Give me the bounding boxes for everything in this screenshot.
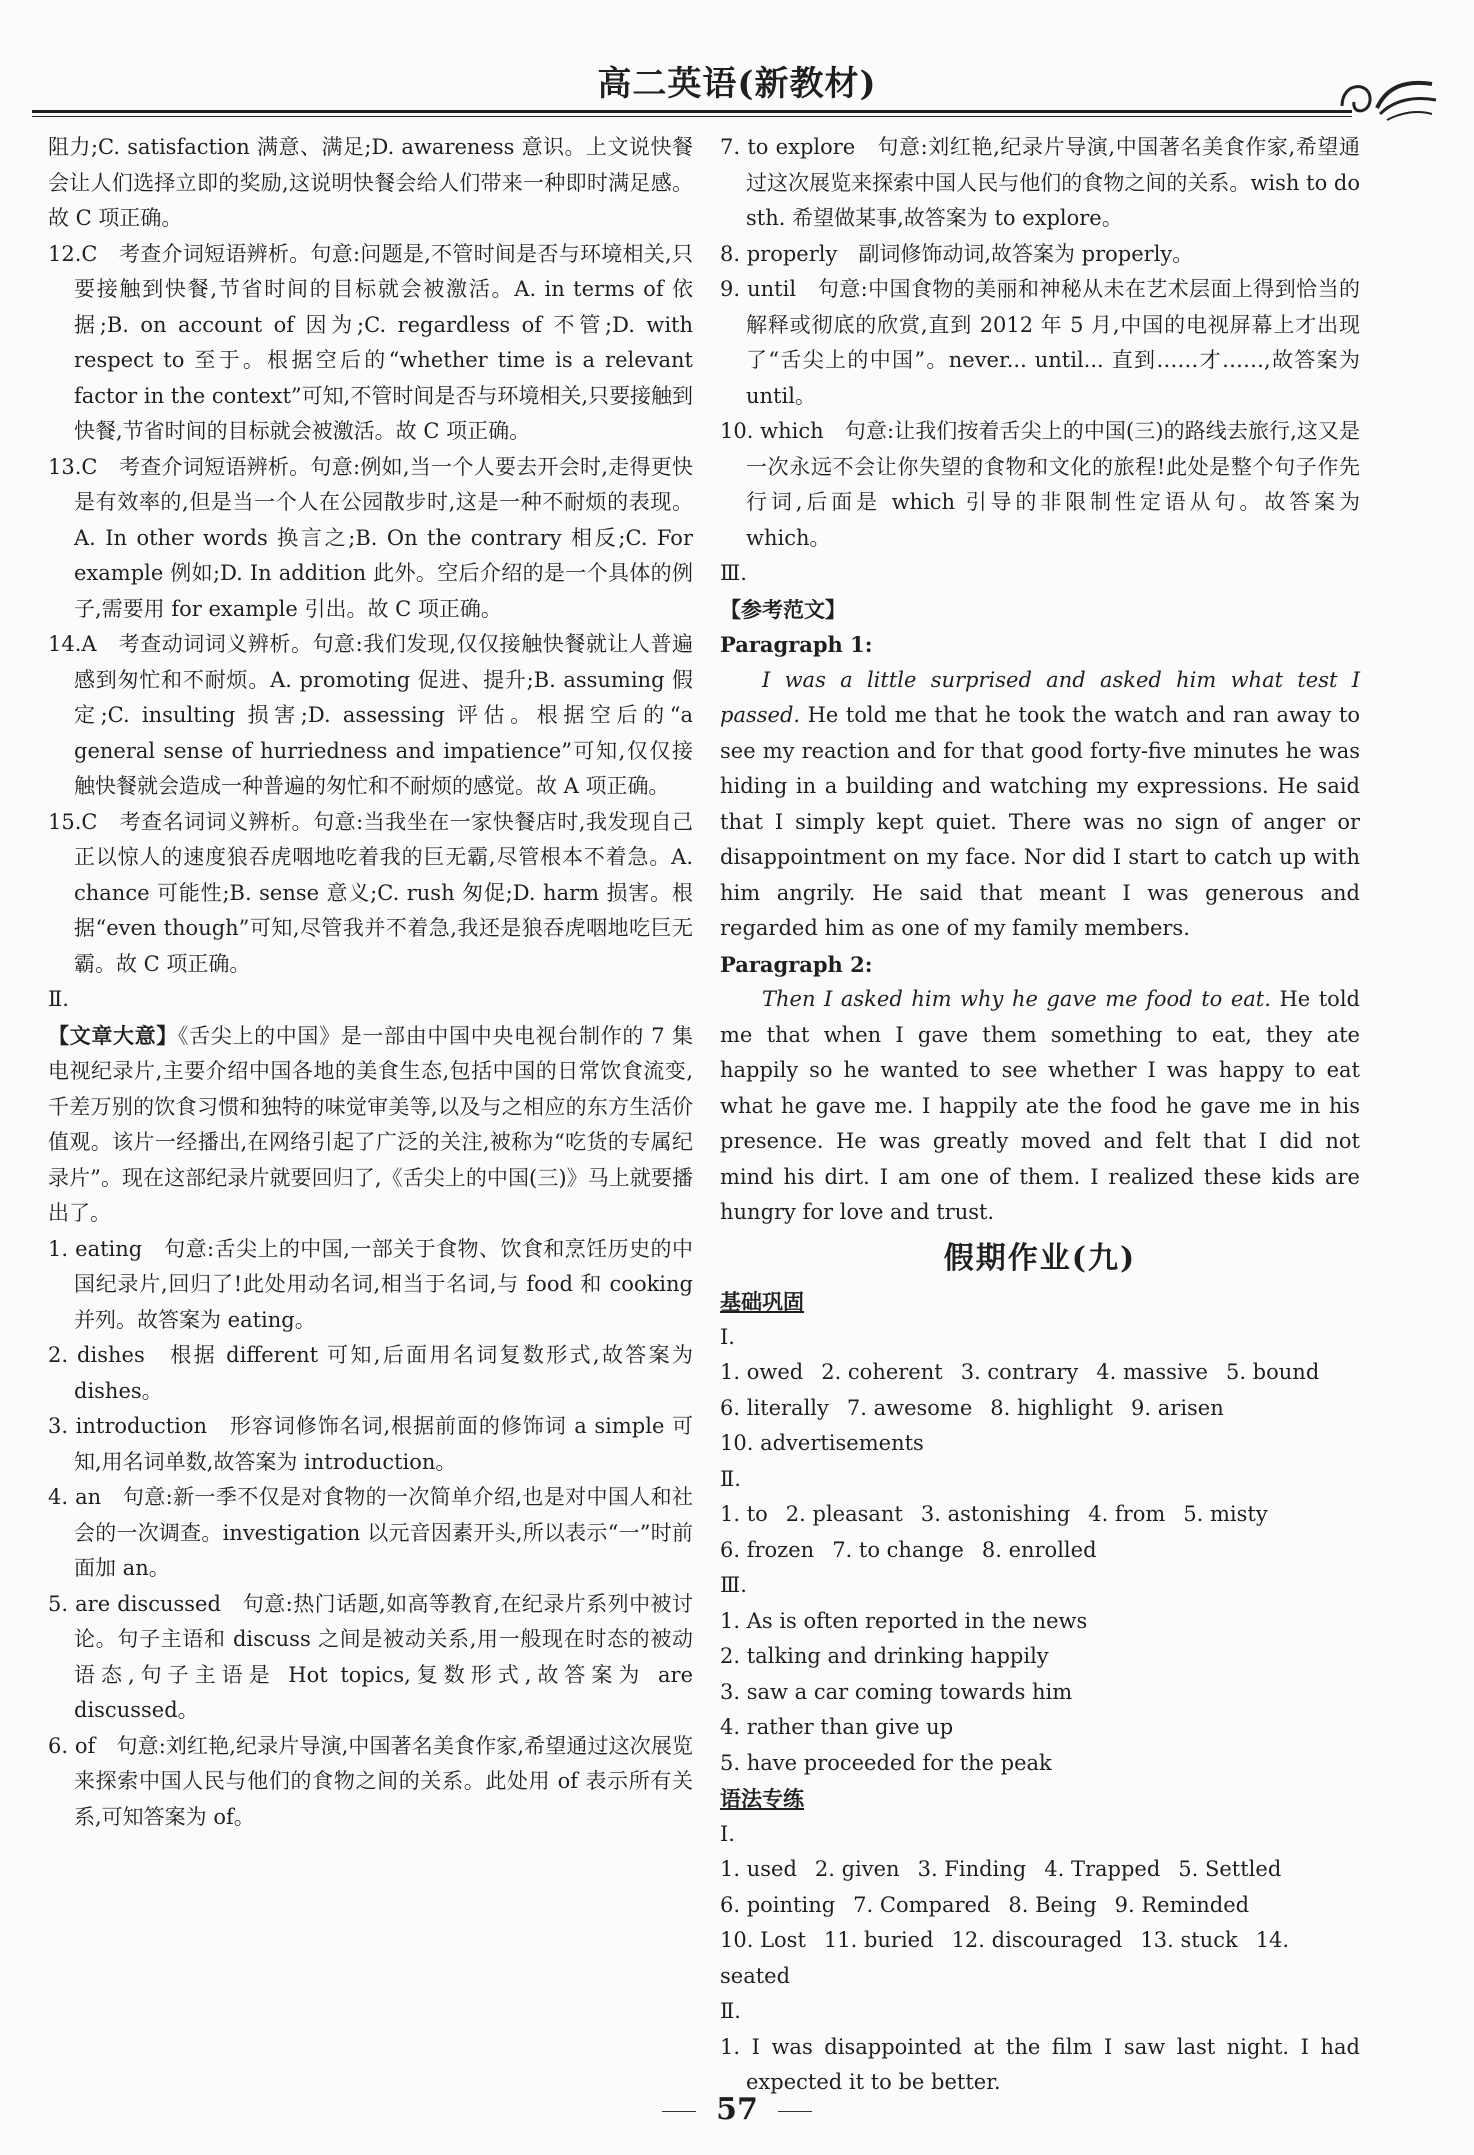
answer-13: 13.C 考查介词短语辨析。句意:例如,当一个人要去开会时,走得更快是有效率的,但是当一个人在公园散步时,这是一种不耐烦的表现。A. In other words 换言之;B. On the contrary 相反;C. For example 例如;D. In addition 此外。空后介绍的是一个具体的例子,需要用 for example 引出。故 C 项正确。 — [48, 454, 693, 621]
list-item: 5. have proceeded for the peak — [720, 1750, 1052, 1775]
list-item: 8. enrolled — [981, 1537, 1097, 1562]
list-item: 2. talking and drinking happily — [720, 1644, 1049, 1668]
blank-answer-5: 5. are discussed 句意:热门话题,如高等教育,在纪录片系列中被讨论。句子主语和 discuss 之间是被动关系,用一般现在时态的被动语态,句子主语是 Hot topics,复数形式,故答案为 are discussed。 — [48, 1591, 693, 1722]
blank-answer-9: 9. until 句意:中国食物的美丽和神秘从未在艺术层面上得到恰当的解释或彻底的欣赏,直到 2012 年 5 月,中国的电视屏幕上才出现了“舌尖上的中国”。never... until... 直到……才……,故答案为 until。 — [720, 277, 1360, 408]
answer-15: 15.C 考查名词词义辨析。句意:当我坐在一家快餐店时,我发现自己正以惊人的速度狼吞虎咽地吃着我的巨无霸,尽管根本不着急。A. chance 可能性;B. sense 意义;C. rush 匆促;D. harm 损害。根据“even though”可知,尽管我并不着急,我还是狼吞虎咽地吃巨无霸。故 C 项正确。 — [48, 809, 693, 976]
basic-part-2-label: Ⅱ. — [720, 1466, 741, 1491]
summary-label: 【文章大意】 — [48, 1022, 178, 1048]
right-column — [720, 130, 1360, 2101]
list-item: 6. literally — [720, 1395, 829, 1420]
list-item: 9. Reminded — [1114, 1892, 1250, 1917]
list-item: 10. advertisements — [720, 1431, 924, 1455]
page-number-dash-left — [662, 2111, 696, 2112]
list-item: 13. stuck — [1140, 1928, 1238, 1952]
reference-essay-label: 【参考范文】 — [720, 596, 846, 622]
paragraph-1-opening: I was a little surprised and asked him what test I passed. — [720, 667, 1360, 727]
list-item: 14. seated — [720, 1928, 1290, 1988]
page-number — [0, 2092, 1474, 2127]
blank-answer-10: 10. which 句意:让我们按着舌尖上的中国(三)的路线去旅行,这又是一次永远不会让你失望的食物和文化的旅程!此处是整个句子作先行词,后面是 which 引导的非限制性定语从句。故答案为 which。 — [720, 419, 1360, 550]
paragraph-1 — [720, 663, 1360, 947]
blank-answer-1: 1. eating 句意:舌尖上的中国,一部关于食物、饮食和烹饪历史的中国纪录片,回归了!此处用动名词,相当于名词,与 food 和 cooking 并列。故答案为 eating。 — [48, 1236, 693, 1332]
list-item: 2. coherent — [821, 1360, 943, 1384]
list-item: 1. owed — [720, 1360, 804, 1384]
page-number-dash-right — [778, 2111, 812, 2112]
list-item: 1. to — [720, 1502, 768, 1526]
blank-answer-7: 7. to explore 句意:刘红艳,纪录片导演,中国著名美食作家,希望通过这次展览来探索中国人民与他们的食物之间的关系。wish to do sth. 希望做某事,故答案为 to explore。 — [720, 135, 1360, 230]
list-item: 4. from — [1088, 1502, 1166, 1526]
list-item: 7. Compared — [853, 1892, 991, 1917]
list-item: 4. Trapped — [1044, 1857, 1161, 1881]
list-item: 3. saw a car coming towards him — [720, 1679, 1073, 1704]
header-rule — [32, 110, 1352, 117]
basic-part-1-label: Ⅰ. — [720, 1324, 735, 1349]
list-item: 3. astonishing — [920, 1502, 1071, 1526]
basic-part-2-row-1 — [720, 1497, 1360, 1533]
basic-part-2-row-2 — [720, 1533, 1360, 1569]
page-header — [32, 48, 1442, 128]
list-item: 5. Settled — [1178, 1857, 1282, 1881]
list-item: 12. discouraged — [951, 1928, 1123, 1952]
list-item: 10. Lost — [720, 1928, 806, 1952]
list-item: 4. massive — [1096, 1360, 1208, 1384]
basic-part-1-row-2 — [720, 1391, 1360, 1427]
list-item: 1. used — [720, 1857, 797, 1881]
paragraph-1-label: Paragraph 1: — [720, 632, 873, 657]
answer-12: 12.C 考查介词短语辨析。句意:问题是,不管时间是否与环境相关,只要接触到快餐,节省时间的目标就会被激活。A. in terms of 依据;B. on account of 因为;C. regardless of 不管;D. with respect to 至于。根据空后的“whether time is a relevant factor in the context”可知,不管时间是否与环境相关,只要接触到快餐,节省时间的目标就会被激活。故 C 项正确。 — [48, 241, 693, 443]
paragraph-2-opening: Then I asked him why he gave me food to eat. — [762, 987, 1271, 1011]
list-item: 2. pleasant — [785, 1502, 903, 1526]
list-item: 8. Being — [1008, 1892, 1097, 1917]
list-item: 5. misty — [1183, 1502, 1268, 1526]
basic-part-3-label: Ⅲ. — [720, 1573, 747, 1597]
answer-14: 14.A 考查动词词义辨析。句意:我们发现,仅仅接触快餐就让人普遍感到匆忙和不耐烦。A. promoting 促进、提升;B. assuming 假定;C. insulting 损害;D. assessing 评估。根据空后的“a general sense of hurriedness and impatience”可知,仅仅接触快餐就会造成一种普遍的匆忙和不耐烦的感觉。故 A 项正确。 — [48, 632, 693, 798]
list-item: 9. arisen — [1131, 1395, 1224, 1420]
list-item: 5. bound — [1225, 1360, 1320, 1384]
blank-answer-8: 8. properly 副词修饰动词,故答案为 properly。 — [720, 241, 1194, 266]
paragraph-2-text: He told me that when I gave them something to eat, they ate happily so he wanted to see whether I was happy to eat what he gave me. I happily ate the food he gave me in his presence. He was greatly moved and felt that I did not mind his dirt. I am one of them. I realized these kids are hungry for love and trust. — [720, 987, 1360, 1224]
basic-part-1-row-1 — [720, 1355, 1360, 1391]
article-summary — [48, 1018, 693, 1232]
grammar-part-1-row-1 — [720, 1852, 1360, 1888]
grammar-part-1-row-2 — [720, 1888, 1360, 1924]
list-item: 8. highlight — [990, 1395, 1114, 1420]
grammar-part-2-item-1: 1. I was disappointed at the film I saw last night. I had expected it to be better. — [720, 2034, 1360, 2094]
basic-consolidation-label: 基础巩固 — [720, 1289, 804, 1314]
list-item: 7. to change — [832, 1537, 964, 1562]
answer-11-continuation: 阻力;C. satisfaction 满意、满足;D. awareness 意识。上文说快餐会让人们选择立即的奖励,这说明快餐会给人们带来一种即时满足感。故 C 项正确。 — [48, 135, 693, 230]
list-item: 6. pointing — [720, 1892, 836, 1917]
blank-answer-3: 3. introduction 形容词修饰名词,根据前面的修饰词 a simple 可知,用名词单数,故答案为 introduction。 — [48, 1414, 693, 1474]
header-title: 高二英语(新教材) — [597, 64, 877, 104]
section-roman-3: Ⅲ. — [720, 561, 747, 585]
decorative-swirl-icon — [1332, 66, 1442, 126]
blank-answer-4: 4. an 句意:新一季不仅是对食物的一次简单介绍,也是对中国人和社会的一次调查。investigation 以元音因素开头,所以表示“一”时前面加 an。 — [48, 1485, 693, 1580]
grammar-part-1-label: Ⅰ. — [720, 1821, 735, 1846]
blank-answer-2: 2. dishes 根据 different 可知,后面用名词复数形式,故答案为 dishes。 — [48, 1343, 693, 1403]
page-number-value: 57 — [716, 2092, 758, 2127]
summary-text: 《舌尖上的中国》是一部由中国中央电视台制作的 7 集电视纪录片,主要介绍中国各地的美食生态,包括中国的日常饮食流变,千差万别的饮食习惯和独特的味觉审美等,以及与之相应的东方生活价值观。该片一经播出,在网络引起了广泛的关注,被称为“吃货的专属纪录片”。现在这部纪录片就要回归了,《舌尖上的中国(三)》马上就要播出了。 — [48, 1023, 694, 1225]
left-column — [48, 130, 693, 1835]
grammar-practice-label: 语法专练 — [720, 1786, 804, 1811]
section-title: 假期作业(九) — [943, 1240, 1137, 1276]
list-item: 11. buried — [823, 1928, 934, 1952]
list-item: 3. contrary — [960, 1360, 1079, 1384]
list-item: 2. given — [814, 1857, 900, 1881]
list-item: 1. As is often reported in the news — [720, 1608, 1088, 1633]
section-roman-2: Ⅱ. — [48, 987, 69, 1011]
paragraph-2 — [720, 982, 1360, 1231]
list-item: 3. Finding — [917, 1857, 1027, 1881]
basic-part-1-row-3 — [720, 1426, 1360, 1462]
paragraph-1-text: He told me that he took the watch and ran away to see my reaction and for that good forty-five minutes he was hiding in a building and watching my expressions. He said that I simply kept quiet. There was no sign of anger or disappointment on my face. Nor did I start to catch up with him angrily. He said that meant I was generous and regarded him as one of my family members. — [720, 703, 1360, 940]
paragraph-2-label: Paragraph 2: — [720, 951, 873, 977]
grammar-part-1-row-3 — [720, 1923, 1360, 1994]
list-item: 6. frozen — [720, 1537, 815, 1562]
blank-answer-6: 6. of 句意:刘红艳,纪录片导演,中国著名美食作家,希望通过这次展览来探索中国人民与他们的食物之间的关系。此处用 of 表示所有关系,可知答案为 of。 — [48, 1733, 693, 1829]
list-item: 4. rather than give up — [720, 1715, 954, 1739]
grammar-part-2-label: Ⅱ. — [720, 1999, 741, 2023]
list-item: 7. awesome — [846, 1395, 973, 1420]
